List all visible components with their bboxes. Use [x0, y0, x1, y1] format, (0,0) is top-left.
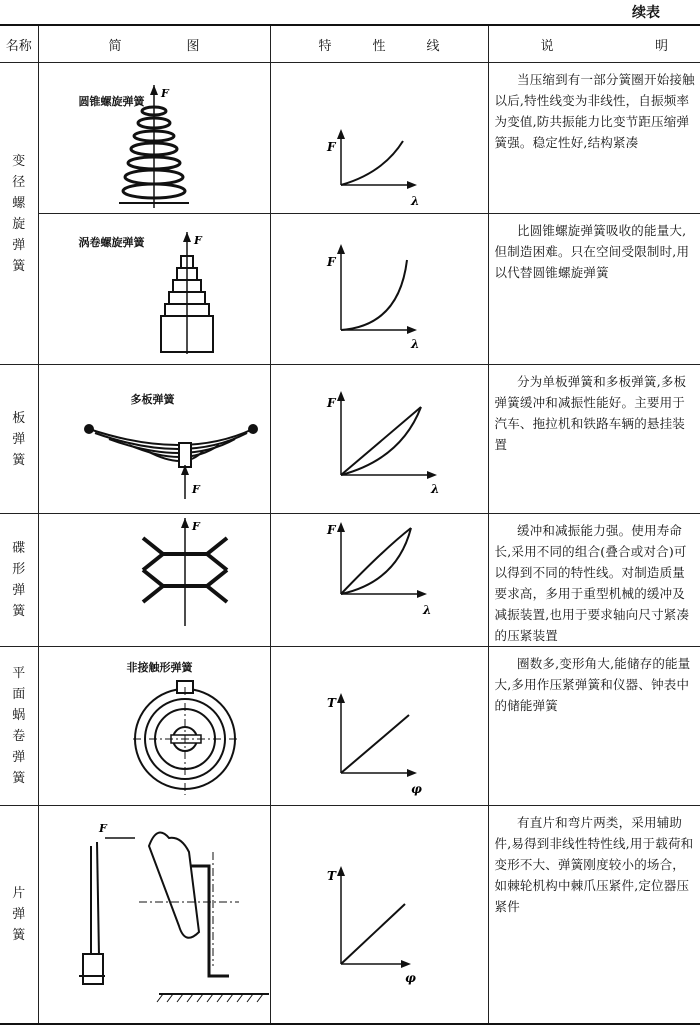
y-axis-label: F — [326, 523, 336, 537]
row-description: 分为单板弹簧和多板弹簧,多板弹簧缓冲和减振性能好。主要用于汽车、拖拉机和铁路车辆的悬挂装置 — [488, 365, 700, 514]
diagram-caption: 非接触形弹簧 — [126, 661, 193, 674]
curve-plot — [271, 365, 489, 513]
curve-cell — [270, 514, 488, 647]
y-axis-label: T — [326, 696, 336, 710]
table-row — [0, 63, 700, 214]
diagram-cell — [38, 514, 270, 647]
y-axis-label: F — [326, 140, 336, 154]
force-label: F — [191, 483, 200, 496]
y-axis-label: T — [326, 869, 336, 883]
conical-spring-diagram — [39, 63, 271, 213]
leaf-spring-diagram — [39, 365, 271, 513]
x-axis-label: λ — [410, 194, 419, 208]
header-name-char: 称 — [18, 38, 32, 54]
row-description: 比圆锥螺旋弹簧吸收的能量大,但制造困难。只在空间受限制时,用以代替圆锥螺旋弹簧 — [488, 214, 700, 365]
header-name — [0, 25, 38, 63]
header-curve-char: 性 — [372, 38, 386, 54]
header-name-char: 名 — [5, 38, 19, 54]
header-curve-char: 线 — [426, 38, 440, 54]
force-label: F — [160, 87, 169, 100]
table-row — [0, 365, 700, 514]
curve-plot — [271, 214, 489, 364]
flat-spring-diagram — [39, 806, 271, 1023]
x-axis-label: λ — [430, 482, 439, 496]
y-axis-label: F — [326, 255, 336, 269]
row-name — [0, 365, 38, 514]
header-desc-char: 说 — [540, 38, 554, 54]
x-axis-label: φ — [404, 971, 416, 985]
force-label: F — [191, 520, 200, 533]
curve-plot — [271, 63, 489, 213]
curve-plot — [271, 806, 489, 1023]
row-name-text: 平面蜗卷弹簧 — [12, 666, 26, 786]
curve-cell — [270, 647, 488, 806]
force-label: F — [98, 822, 107, 835]
header-diagram-char: 简 — [108, 38, 122, 54]
row-name — [0, 514, 38, 647]
curve-cell — [270, 214, 488, 365]
header-row — [0, 25, 700, 63]
header-curve — [270, 25, 488, 63]
row-description: 当压缩到有一部分簧圈开始接触以后,特性线变为非线性，自振频率为变值,防共振能力比变节距压缩弹簧强。稳定性好,结构紧凑 — [488, 63, 700, 214]
diagram-cell — [38, 365, 270, 514]
x-axis-label: φ — [410, 782, 422, 796]
disc-spring-diagram — [39, 514, 271, 629]
curve-cell — [270, 63, 488, 214]
curve-cell — [270, 806, 488, 1025]
row-description: 有直片和弯片两类，采用辅助件,易得到非线性特性线,用于载荷和变形不大、弹簧刚度较小的场合，如棘轮机构中棘爪压紧件,定位器压紧件 — [488, 806, 700, 1025]
table-row — [0, 806, 700, 1025]
curve-plot — [271, 647, 489, 805]
y-axis-label: F — [326, 396, 336, 410]
table-row — [0, 647, 700, 806]
diagram-caption: 圆锥螺旋弹簧 — [78, 95, 145, 108]
diagram-cell — [38, 63, 270, 214]
row-name — [0, 63, 38, 365]
x-axis-label: λ — [410, 337, 419, 351]
volute-spring-diagram — [39, 214, 271, 364]
header-curve-char: 特 — [318, 38, 332, 54]
diagram-cell — [38, 647, 270, 806]
row-name-text: 板弹簧 — [12, 410, 26, 468]
diagram-cell — [38, 806, 270, 1025]
header-diagram — [38, 25, 270, 63]
diagram-cell — [38, 214, 270, 365]
curve-cell — [270, 365, 488, 514]
header-diagram-char: 图 — [186, 38, 200, 54]
spring-table — [0, 24, 700, 1025]
row-name-text: 变径螺旋弹簧 — [12, 153, 26, 274]
force-label: F — [193, 234, 202, 247]
header-desc-char: 明 — [654, 38, 668, 54]
row-description: 圈数多,变形角大,能储存的能量大,多用作压紧弹簧和仪器、钟表中的储能弹簧 — [488, 647, 700, 806]
diagram-caption: 涡卷螺旋弹簧 — [78, 236, 145, 249]
row-name-text: 片弹簧 — [12, 886, 26, 943]
row-name — [0, 806, 38, 1025]
table-row — [0, 514, 700, 647]
diagram-caption: 多板弹簧 — [130, 393, 175, 406]
x-axis-label: λ — [422, 603, 431, 617]
row-description: 缓冲和减振能力强。使用寿命长,采用不同的组合(叠合或对合)可以得到不同的特性线。对制造质量要求高，多用于重型机械的缓冲及减振装置,也用于要求轴向尺寸紧凑的压紧装置 — [488, 514, 700, 647]
row-name-text: 碟形弹簧 — [12, 541, 26, 619]
continued-label: 续表 — [632, 5, 660, 21]
curve-plot — [271, 514, 489, 629]
table-row — [0, 214, 700, 365]
header-desc — [488, 25, 700, 63]
row-name — [0, 647, 38, 806]
